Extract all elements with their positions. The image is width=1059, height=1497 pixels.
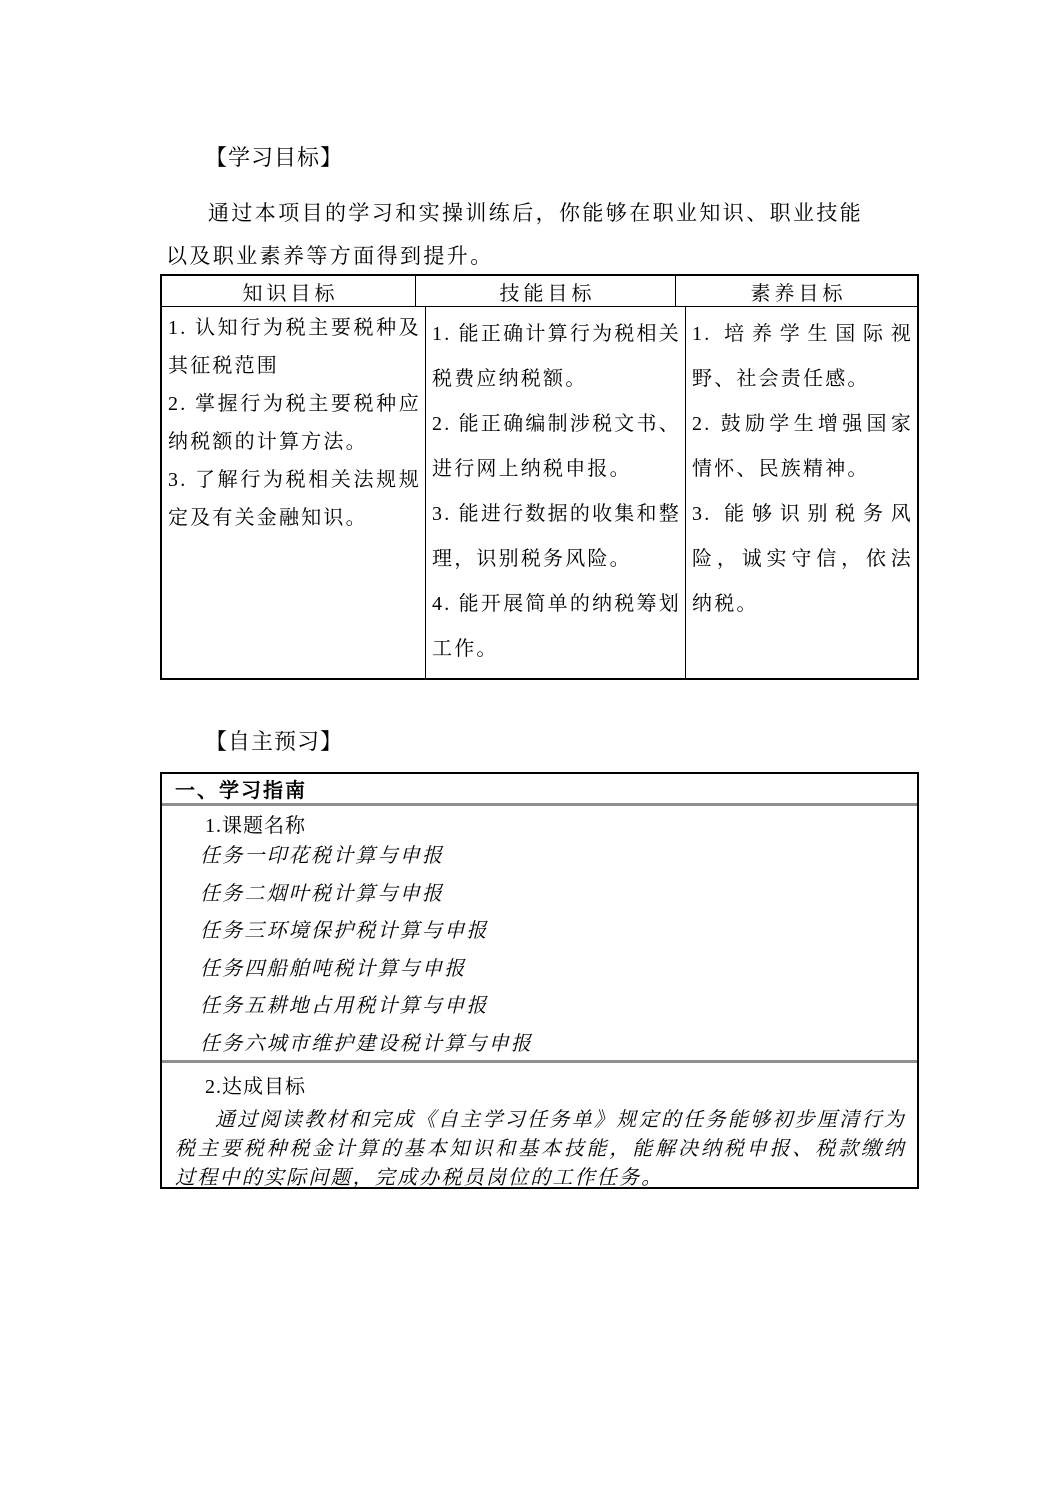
task-item: 任务五耕地占用税计算与申报	[200, 995, 489, 1017]
study-guide-table	[160, 772, 919, 1189]
task-list	[200, 838, 917, 1063]
literacy-item: 3. 能够识别税务风险，诚实守信，依法纳税。	[692, 503, 913, 615]
header-cell-knowledge: 知识目标	[242, 282, 339, 305]
task-item: 任务四船舶吨税计算与申报	[200, 957, 467, 980]
literacy-item: 2. 鼓励学生增强国家情怀、民族精神。	[692, 413, 913, 480]
task-item: 任务三环境保护税计算与申报	[200, 920, 489, 942]
knowledge-objectives-cell	[162, 307, 425, 678]
header-cell-literacy: 素养目标	[675, 276, 917, 306]
skill-objectives-cell	[425, 307, 685, 678]
knowledge-item: 1. 认知行为税主要税种及其征税范围	[168, 317, 421, 377]
learning-goals-heading: 【学习目标】	[205, 145, 344, 170]
achievement-goal-title: 2.达成目标	[205, 1076, 306, 1098]
study-guide-header: 一、学习指南	[162, 774, 917, 806]
literacy-objectives-cell	[685, 307, 917, 678]
topic-names-title: 1.课题名称	[205, 815, 306, 837]
objectives-table	[160, 274, 919, 680]
intro-line-1: 通过本项目的学习和实操训练后，你能够在职业知识、职业技能	[208, 201, 864, 225]
task-item: 任务六城市维护建设税计算与申报	[200, 1032, 533, 1055]
task-item: 任务二烟叶税计算与申报	[200, 882, 445, 905]
knowledge-item: 2. 掌握行为税主要税种应纳税额的计算方法。	[168, 393, 421, 453]
achievement-goal-text: 通过阅读教材和完成《自主学习任务单》规定的任务能够初步厘清行为税主要税种税金计算的基本知识和基本技能，能解决纳税申报、税款缴纳过程中的实际问题，完成办税员岗位的工作任务。	[175, 1109, 906, 1187]
knowledge-item: 3. 了解行为税相关法规规定及有关金融知识。	[168, 469, 421, 529]
skill-item: 3. 能进行数据的收集和整理，识别税务风险。	[432, 503, 681, 570]
topic-names-section	[162, 806, 917, 1063]
skill-item: 4. 能开展简单的纳税筹划工作。	[432, 593, 681, 660]
skill-item: 1. 能正确计算行为税相关税费应纳税额。	[432, 323, 681, 390]
task-item: 任务一印花税计算与申报	[200, 845, 445, 867]
achievement-goal-section	[162, 1063, 917, 1187]
literacy-item: 1. 培养学生国际视野、社会责任感。	[692, 323, 913, 390]
intro-paragraph	[166, 192, 906, 278]
objectives-table-body-row	[162, 307, 917, 678]
header-cell-skill: 技能目标	[415, 276, 675, 306]
objectives-table-header-row	[162, 276, 917, 307]
intro-line-2: 以及职业素养等方面得到提升。	[166, 244, 494, 268]
self-preview-heading: 【自主预习】	[205, 729, 344, 754]
skill-item: 2. 能正确编制涉税文书、进行网上纳税申报。	[432, 413, 681, 480]
